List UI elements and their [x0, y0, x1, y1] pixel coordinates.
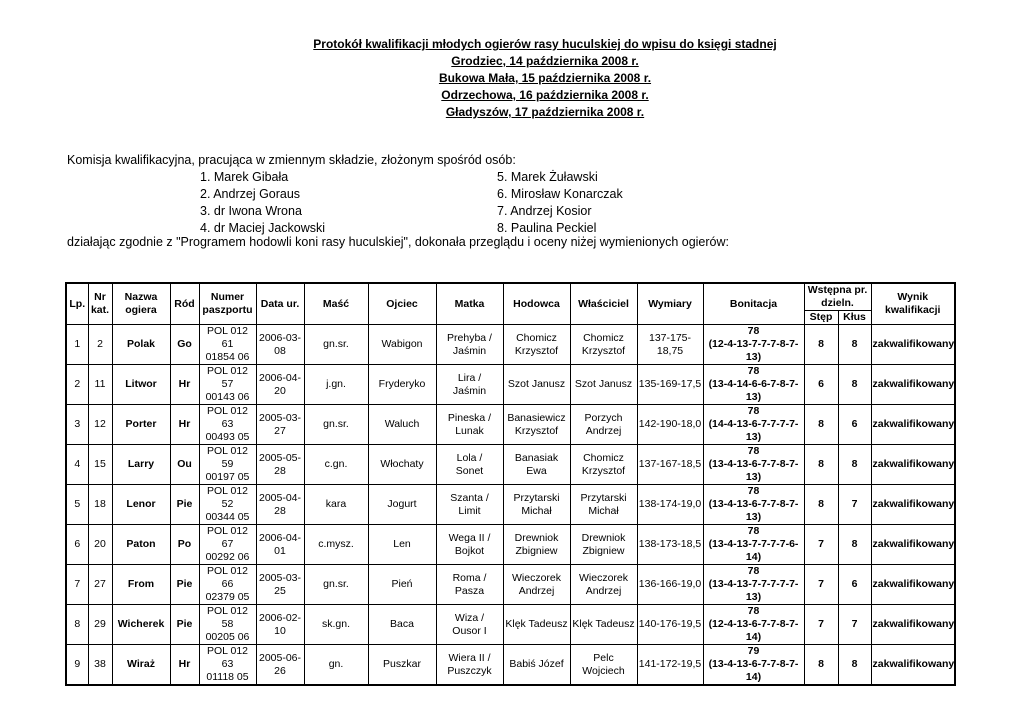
cell-dam-line: Bojkot: [454, 544, 485, 557]
cell-rod: Hr: [170, 405, 199, 445]
cell-bonitation-line: (13-4-13-7-7-7-7-7-13): [708, 578, 799, 603]
cell-lp: 3: [66, 405, 88, 445]
cell-bonitation: [703, 405, 804, 445]
header-name: Nazwa ogiera: [112, 283, 170, 325]
cell-passport-line: POL 012 58: [206, 605, 249, 630]
cell-result: zakwalifikowany: [871, 325, 955, 365]
member: 5. Marek Żuławski: [497, 170, 598, 184]
cell-breeder: [503, 525, 570, 565]
cell-dam-line: Jaśmin: [452, 384, 487, 397]
cell-measurements: 137-167-18,5: [637, 445, 703, 485]
cell-color: gn.sr.: [304, 405, 368, 445]
cell-owner-line: Chomicz: [583, 331, 624, 344]
cell-lp: 2: [66, 365, 88, 405]
cell-nr-kat: 11: [88, 365, 112, 405]
cell-sire: Baca: [368, 605, 436, 645]
header-dam: Matka: [436, 283, 503, 325]
cell-trot: 7: [838, 605, 871, 645]
cell-owner-line: Chomicz: [583, 451, 624, 464]
cell-result: zakwalifikowany: [871, 365, 955, 405]
cell-passport-line: 00197 05: [205, 471, 250, 483]
cell-nr-kat: 29: [88, 605, 112, 645]
cell-breeder: [503, 405, 570, 445]
table-row: [66, 485, 955, 525]
cell-rod: Po: [170, 525, 199, 565]
cell-nr-kat: 27: [88, 565, 112, 605]
title-line: Odrzechowa, 16 października 2008 r.: [441, 88, 649, 102]
cell-sire: Len: [368, 525, 436, 565]
cell-result: zakwalifikowany: [871, 405, 955, 445]
header-nr-kat: Nr kat.: [88, 283, 112, 325]
cell-sire: Włochaty: [368, 445, 436, 485]
members-left-column: [200, 169, 325, 237]
cell-dam: [436, 325, 503, 365]
cell-measurements: 142-190-18,0: [637, 405, 703, 445]
cell-color: j.gn.: [304, 365, 368, 405]
cell-passport-line: 00292 06: [205, 551, 250, 563]
cell-breeder: [503, 605, 570, 645]
cell-measurements: 138-173-18,5: [637, 525, 703, 565]
cell-passport-line: 00344 05: [205, 511, 250, 523]
cell-measurements: 138-174-19,0: [637, 485, 703, 525]
cell-dam-line: Roma /: [452, 571, 487, 584]
cell-birth-date: 2005-03-27: [256, 405, 304, 445]
cell-owner-line: Pelc Wojciech: [582, 651, 625, 677]
title-line: Bukowa Mała, 15 października 2008 r.: [438, 71, 652, 85]
cell-passport-line: POL 012 63: [206, 405, 249, 430]
cell-dam: [436, 405, 503, 445]
cell-sire: Wabigon: [368, 325, 436, 365]
cell-trot: 8: [838, 325, 871, 365]
cell-owner: [570, 405, 637, 445]
cell-owner: [570, 605, 637, 645]
cell-bonitation-line: 78: [747, 525, 760, 537]
cell-dam-line: Wiera II /: [448, 651, 491, 664]
cell-dam-line: Lunak: [455, 424, 484, 437]
cell-bonitation-line: 78: [747, 605, 760, 617]
cell-dam: [436, 645, 503, 686]
header-walk: Stęp: [804, 311, 838, 325]
cell-bonitation-line: (13-4-13-6-7-7-8-7-14): [708, 658, 799, 683]
cell-rod: Pie: [170, 605, 199, 645]
cell-owner-line: Szot Janusz: [574, 378, 633, 390]
cell-birth-date: 2005-06-26: [256, 645, 304, 686]
cell-lp: 4: [66, 445, 88, 485]
cell-dam: [436, 565, 503, 605]
cell-bonitation: [703, 325, 804, 365]
cell-passport-line: 01854 06: [205, 351, 250, 363]
cell-lp: 1: [66, 325, 88, 365]
cell-lp: 8: [66, 605, 88, 645]
cell-color: c.mysz.: [304, 525, 368, 565]
cell-bonitation-line: (13-4-13-7-7-7-7-6-14): [708, 538, 799, 563]
header-rod: Ród: [170, 283, 199, 325]
cell-owner-line: Przytarski: [580, 491, 627, 504]
cell-trot: 8: [838, 525, 871, 565]
cell-trot: 7: [838, 485, 871, 525]
cell-passport: [199, 525, 256, 565]
cell-dam-line: Ousor I: [452, 624, 487, 637]
header-result: Wynik kwalifikacji: [871, 283, 955, 325]
cell-walk: 8: [804, 325, 838, 365]
cell-passport-line: POL 012 57: [206, 365, 249, 390]
title-line: Gładyszów, 17 października 2008 r.: [445, 105, 645, 119]
cell-measurements: 141-172-19,5: [637, 645, 703, 686]
table-row: [66, 565, 955, 605]
cell-sire: Pień: [368, 565, 436, 605]
header-passport: Numer paszportu: [199, 283, 256, 325]
cell-dam-line: Jaśmin: [452, 344, 487, 357]
header-trot: Kłus: [838, 311, 871, 325]
cell-breeder-line: Przytarski: [513, 491, 560, 504]
cell-breeder: [503, 485, 570, 525]
member: 8. Paulina Peckiel: [497, 221, 597, 235]
cell-bonitation-line: 78: [747, 445, 760, 457]
cell-name: Lenor: [112, 485, 170, 525]
cell-passport-line: 01118 05: [206, 671, 249, 683]
cell-rod: Ou: [170, 445, 199, 485]
cell-dam-line: Puszczyk: [447, 664, 492, 677]
cell-lp: 7: [66, 565, 88, 605]
cell-name: Paton: [112, 525, 170, 565]
title-line: Protokół kwalifikacji młodych ogierów rasy huculskiej do wpisu do księgi stadnej: [313, 37, 777, 51]
cell-color: gn.sr.: [304, 565, 368, 605]
header-measurements: Wymiary: [637, 283, 703, 325]
cell-breeder-line: Chomicz: [516, 331, 557, 344]
cell-measurements: 136-166-19,0: [637, 565, 703, 605]
table-row: [66, 605, 955, 645]
cell-bonitation-line: 78: [747, 365, 760, 377]
table-row: [66, 645, 955, 686]
cell-passport: [199, 405, 256, 445]
cell-passport: [199, 645, 256, 686]
cell-breeder: [503, 365, 570, 405]
header-breeder: Hodowca: [503, 283, 570, 325]
cell-walk: 7: [804, 525, 838, 565]
cell-rod: Hr: [170, 645, 199, 686]
cell-breeder-line: Zbigniew: [515, 544, 558, 557]
member: 4. dr Maciej Jackowski: [200, 221, 326, 235]
cell-color: gn.: [304, 645, 368, 686]
cell-name: Polak: [112, 325, 170, 365]
cell-dam-line: Sonet: [455, 464, 484, 477]
cell-dam: [436, 365, 503, 405]
table-header-row: [66, 283, 955, 311]
cell-bonitation-line: (14-4-13-6-7-7-7-7-13): [708, 418, 799, 443]
cell-passport: [199, 485, 256, 525]
cell-bonitation: [703, 365, 804, 405]
cell-dam-line: Prehyba /: [447, 331, 492, 344]
cell-bonitation-line: (12-4-13-7-7-7-8-7-13): [708, 338, 799, 363]
cell-dam-line: Lola /: [456, 451, 483, 464]
cell-passport: [199, 565, 256, 605]
cell-name: Wiraż: [112, 645, 170, 686]
cell-dam-line: Wega II /: [448, 531, 491, 544]
cell-dam: [436, 445, 503, 485]
cell-measurements: 140-176-19,5: [637, 605, 703, 645]
header-performance: Wstępna pr. dzieln.: [804, 283, 871, 311]
cell-breeder: [503, 325, 570, 365]
cell-dam: [436, 485, 503, 525]
cell-owner-line: Drewniok: [581, 531, 626, 544]
cell-lp: 9: [66, 645, 88, 686]
cell-result: zakwalifikowany: [871, 565, 955, 605]
cell-owner-line: Michał: [588, 504, 619, 517]
cell-bonitation: [703, 565, 804, 605]
cell-owner: [570, 445, 637, 485]
cell-passport-line: 00143 06: [205, 391, 250, 403]
cell-lp: 6: [66, 525, 88, 565]
cell-lp: 5: [66, 485, 88, 525]
cell-name: Litwor: [112, 365, 170, 405]
cell-breeder: [503, 645, 570, 686]
cell-trot: 8: [838, 365, 871, 405]
header-lp: Lp.: [66, 283, 88, 325]
cell-passport-line: POL 012 67: [206, 525, 249, 550]
cell-breeder: [503, 565, 570, 605]
document-title: [0, 36, 1024, 121]
cell-nr-kat: 2: [88, 325, 112, 365]
cell-color: gn.sr.: [304, 325, 368, 365]
cell-trot: 6: [838, 565, 871, 605]
cell-walk: 8: [804, 645, 838, 686]
cell-bonitation-line: 78: [747, 405, 760, 417]
table-row: [66, 405, 955, 445]
table-row: [66, 325, 955, 365]
cell-owner-line: Zbigniew: [582, 544, 625, 557]
cell-sire: Puszkar: [368, 645, 436, 686]
cell-sire: Jogurt: [368, 485, 436, 525]
cell-owner-line: Andrzej: [585, 424, 622, 437]
cell-walk: 8: [804, 405, 838, 445]
cell-passport-line: POL 012 61: [206, 325, 249, 350]
cell-birth-date: 2006-04-20: [256, 365, 304, 405]
cell-bonitation-line: 78: [747, 485, 760, 497]
cell-walk: 8: [804, 445, 838, 485]
cell-bonitation-line: 78: [747, 325, 760, 337]
cell-breeder-line: Krzysztof: [514, 424, 559, 437]
cell-owner-line: Krzysztof: [581, 464, 626, 477]
cell-name: From: [112, 565, 170, 605]
cell-dam-line: Wiza /: [454, 611, 485, 624]
member: 3. dr Iwona Wrona: [200, 204, 302, 218]
cell-breeder-line: Michał: [521, 504, 552, 517]
cell-passport-line: POL 012 66: [206, 565, 249, 590]
cell-result: zakwalifikowany: [871, 485, 955, 525]
cell-measurements: 137-175-18,75: [637, 325, 703, 365]
cell-passport-line: 02379 05: [205, 591, 250, 603]
cell-owner: [570, 485, 637, 525]
cell-bonitation: [703, 645, 804, 686]
cell-nr-kat: 38: [88, 645, 112, 686]
cell-bonitation-line: (13-4-13-6-7-7-8-7-13): [708, 458, 799, 483]
header-birth-date: Data ur.: [256, 283, 304, 325]
stallion-table: [65, 282, 956, 686]
cell-owner-line: Wieczorek: [578, 571, 628, 584]
cell-color: c.gn.: [304, 445, 368, 485]
cell-name: Larry: [112, 445, 170, 485]
cell-passport: [199, 325, 256, 365]
member: 1. Marek Gibała: [200, 170, 289, 184]
cell-bonitation-line: (13-4-14-6-6-7-8-7-13): [708, 378, 799, 403]
cell-passport-line: POL 012 59: [206, 445, 249, 470]
cell-birth-date: 2005-05-28: [256, 445, 304, 485]
cell-sire: Fryderyko: [368, 365, 436, 405]
cell-trot: 8: [838, 645, 871, 686]
header-bonitation: Bonitacja: [703, 283, 804, 325]
cell-color: kara: [304, 485, 368, 525]
cell-dam-line: Szanta /: [450, 491, 489, 504]
cell-name: Porter: [112, 405, 170, 445]
cell-result: zakwalifikowany: [871, 525, 955, 565]
cell-birth-date: 2005-04-28: [256, 485, 304, 525]
header-owner: Właściciel: [570, 283, 637, 325]
member: 7. Andrzej Kosior: [497, 204, 592, 218]
cell-dam-line: Limit: [458, 504, 481, 517]
cell-result: zakwalifikowany: [871, 445, 955, 485]
cell-owner-line: Porzych: [584, 411, 623, 424]
cell-rod: Pie: [170, 485, 199, 525]
cell-passport-line: POL 012 52: [206, 485, 249, 510]
cell-sire: Waluch: [368, 405, 436, 445]
cell-breeder-line: Andrzej: [518, 584, 555, 597]
cell-bonitation: [703, 445, 804, 485]
cell-name: Wicherek: [112, 605, 170, 645]
cell-dam-line: Lira /: [457, 371, 482, 384]
cell-bonitation-line: 78: [747, 565, 760, 577]
cell-rod: Hr: [170, 365, 199, 405]
cell-bonitation-line: (13-4-13-6-7-7-8-7-13): [708, 498, 799, 523]
cell-nr-kat: 18: [88, 485, 112, 525]
header-color: Maść: [304, 283, 368, 325]
title-line: Grodziec, 14 października 2008 r.: [451, 54, 639, 68]
cell-breeder-line: Banasiak Ewa: [514, 451, 559, 477]
cell-passport: [199, 605, 256, 645]
members-right-column: [497, 169, 623, 237]
cell-breeder-line: Drewniok: [514, 531, 559, 544]
cell-breeder-line: Szot Janusz: [507, 378, 566, 390]
cell-passport: [199, 365, 256, 405]
cell-owner-line: Krzysztof: [581, 344, 626, 357]
cell-passport-line: POL 012 63: [206, 645, 249, 670]
cell-breeder-line: Wieczorek: [511, 571, 561, 584]
cell-walk: 6: [804, 365, 838, 405]
cell-dam: [436, 525, 503, 565]
cell-birth-date: 2005-03-25: [256, 565, 304, 605]
cell-owner: [570, 645, 637, 686]
cell-bonitation: [703, 525, 804, 565]
cell-measurements: 135-169-17,5: [637, 365, 703, 405]
cell-bonitation-line: (12-4-13-6-7-7-8-7-14): [708, 618, 799, 643]
cell-nr-kat: 12: [88, 405, 112, 445]
cell-passport-line: 00493 05: [205, 431, 250, 443]
cell-passport-line: 00205 06: [205, 631, 250, 643]
cell-nr-kat: 15: [88, 445, 112, 485]
cell-breeder-line: Banasiewicz: [507, 411, 566, 424]
cell-owner-line: Andrzej: [585, 584, 622, 597]
cell-dam-line: Pineska /: [447, 411, 492, 424]
cell-breeder-line: Babiś Józef: [509, 658, 564, 670]
cell-result: zakwalifikowany: [871, 645, 955, 686]
table-row: [66, 445, 955, 485]
cell-owner: [570, 525, 637, 565]
cell-owner: [570, 325, 637, 365]
cell-owner: [570, 365, 637, 405]
cell-bonitation-line: 79: [747, 645, 760, 657]
member: 6. Mirosław Konarczak: [497, 187, 623, 201]
cell-birth-date: 2006-02-10: [256, 605, 304, 645]
commission-intro: Komisja kwalifikacyjna, pracująca w zmiennym składzie, złożonym spośród osób:: [67, 153, 516, 167]
header-sire: Ojciec: [368, 283, 436, 325]
cell-breeder: [503, 445, 570, 485]
cell-rod: Pie: [170, 565, 199, 605]
cell-dam-line: Pasza: [454, 584, 485, 597]
cell-trot: 6: [838, 405, 871, 445]
cell-walk: 7: [804, 565, 838, 605]
cell-bonitation: [703, 485, 804, 525]
cell-dam: [436, 605, 503, 645]
cell-passport: [199, 445, 256, 485]
cell-owner: [570, 565, 637, 605]
cell-bonitation: [703, 605, 804, 645]
cell-breeder-line: Krzysztof: [514, 344, 559, 357]
cell-walk: 7: [804, 605, 838, 645]
cell-trot: 8: [838, 445, 871, 485]
cell-breeder-line: Klęk Tadeusz: [505, 618, 568, 630]
cell-birth-date: 2006-03-08: [256, 325, 304, 365]
cell-result: zakwalifikowany: [871, 605, 955, 645]
cell-walk: 8: [804, 485, 838, 525]
table-row: [66, 525, 955, 565]
cell-birth-date: 2006-04-01: [256, 525, 304, 565]
cell-nr-kat: 20: [88, 525, 112, 565]
member: 2. Andrzej Goraus: [200, 187, 301, 201]
cell-rod: Go: [170, 325, 199, 365]
table-body: [66, 325, 955, 686]
cell-color: sk.gn.: [304, 605, 368, 645]
table-row: [66, 365, 955, 405]
cell-owner-line: Klęk Tadeusz: [572, 618, 635, 630]
acting-statement: działając zgodnie z "Programem hodowli koni rasy huculskiej", dokonała przeglądu i oceny niżej wymienionych ogierów:: [67, 235, 729, 249]
